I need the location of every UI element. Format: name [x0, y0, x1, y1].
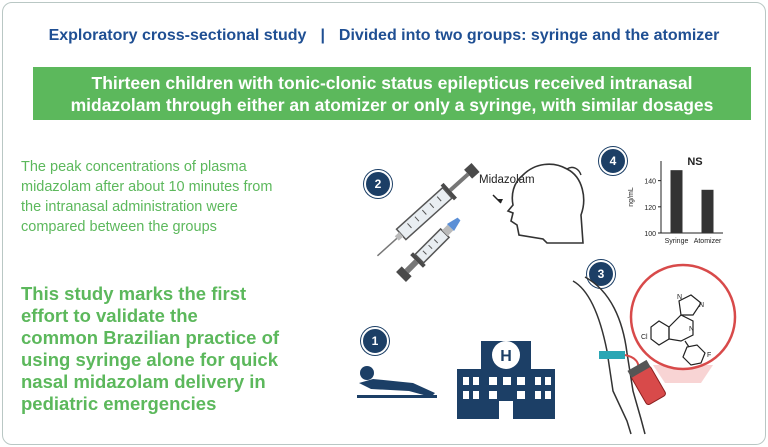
midazolam-label: Midazolam — [479, 174, 535, 186]
claim-line-3: common Brazilian practice of — [21, 327, 280, 348]
step-1-badge: 1 — [361, 327, 389, 355]
chart-ytick-label: 140 — [644, 178, 656, 186]
hospital-letter: H — [500, 348, 512, 365]
molecule-atom-cl: Cl — [641, 334, 648, 341]
peak-line-4: compared between the groups — [21, 219, 217, 235]
atomizer-syringe-icon — [385, 203, 475, 293]
peak-line-1: The peak concentrations of plasma — [21, 159, 247, 175]
summary-banner — [33, 67, 751, 120]
banner-line-1: Thirteen children with tonic-clonic status epilepticus received intranasal — [91, 72, 693, 93]
study-header — [3, 27, 765, 45]
concentration-bar-chart — [623, 153, 743, 253]
patient-stretcher-icon — [353, 353, 443, 403]
chart-category-label: Syringe — [664, 238, 689, 245]
claim-line-4: using syringe alone for quick — [21, 349, 278, 370]
peak-line-2: midazolam after about 10 minutes from — [21, 179, 273, 195]
hospital-building-icon — [451, 321, 561, 421]
molecule-atom-f: F — [707, 352, 712, 359]
study-claim-text — [21, 283, 351, 415]
chart-bar-syringe — [671, 170, 683, 233]
claim-line-1: This study marks the first — [21, 283, 247, 304]
chart-ytick-label: 120 — [644, 204, 656, 212]
chart-ns-annotation: NS — [687, 156, 703, 168]
step-4-badge: 4 — [599, 147, 627, 175]
chart-bar-atomizer — [702, 190, 714, 233]
midazolam-molecule-icon — [623, 265, 743, 385]
step-3-badge: 3 — [587, 260, 615, 288]
peak-line-3: the intranasal administration were — [21, 199, 238, 215]
study-design-label: Exploratory cross-sectional study — [48, 27, 307, 44]
molecule-atom-3: N — [689, 326, 695, 333]
claim-line-2: effort to validate the — [21, 305, 198, 326]
study-groups-label: Divided into two groups: syringe and the atomizer — [338, 27, 720, 44]
claim-line-5: nasal midazolam delivery in — [21, 371, 266, 392]
chart-ytick-label: 100 — [644, 231, 656, 238]
chart-y-axis-label: ng/mL — [628, 187, 635, 207]
chart-category-label: Atomizer — [693, 238, 722, 245]
header-separator: | — [320, 27, 325, 44]
peak-concentration-text — [21, 157, 351, 237]
child-head-icon — [483, 143, 593, 243]
step-2-badge: 2 — [364, 170, 392, 198]
molecule-atom-1: N — [677, 294, 683, 301]
banner-line-2: midazolam through either an atomizer or only a syringe, with similar dosages — [70, 94, 714, 115]
infographic-frame — [2, 2, 766, 445]
molecule-atom-2: N — [699, 302, 705, 309]
claim-line-6: pediatric emergencies — [21, 393, 217, 414]
